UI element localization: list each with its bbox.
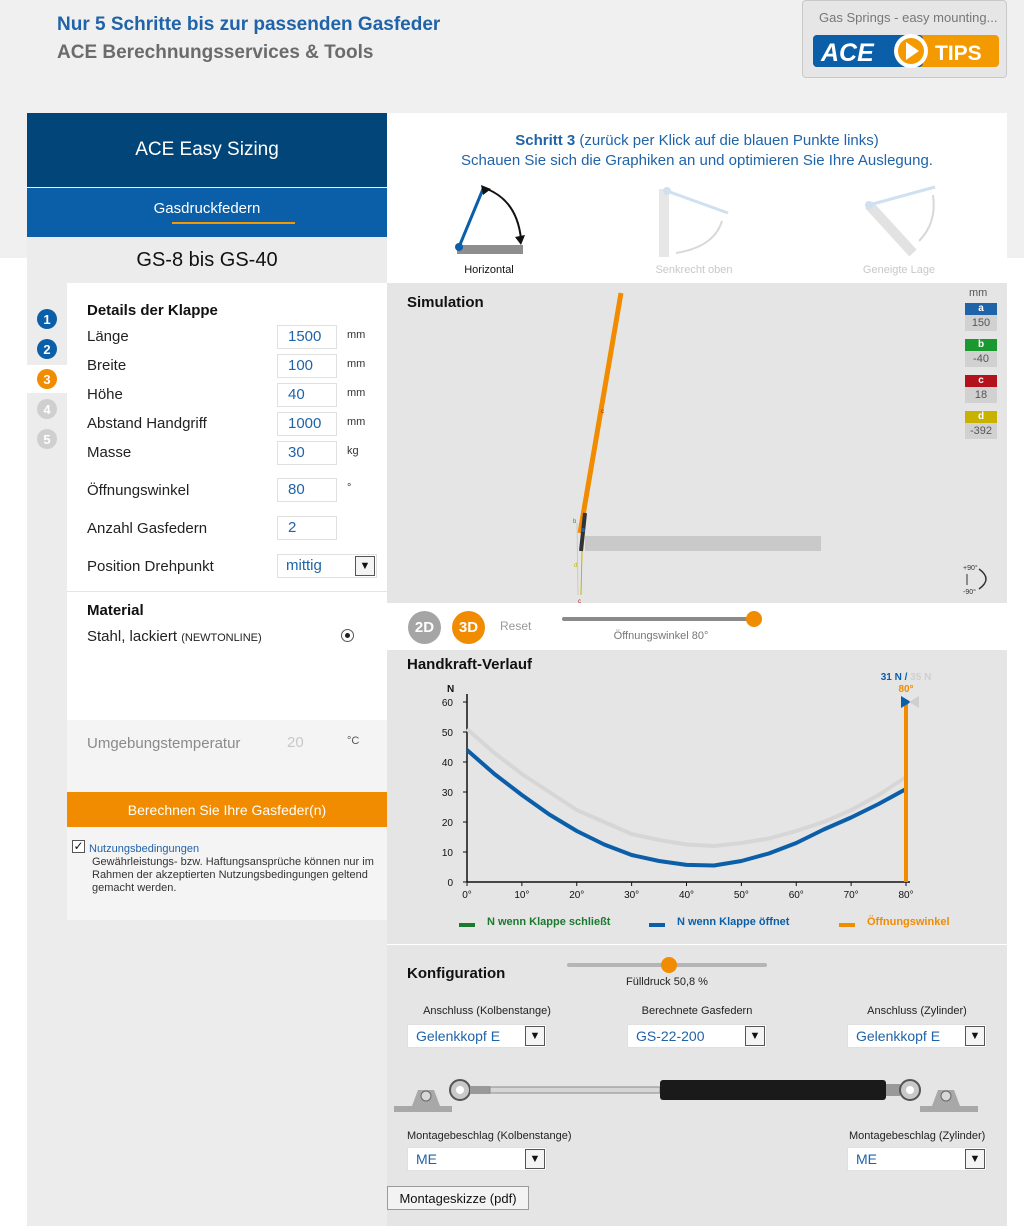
hoehe-input[interactable]: 40 — [277, 383, 337, 407]
mode-inclined-label[interactable]: Geneigte Lage — [862, 264, 936, 276]
badge-b-value: -40 — [965, 351, 997, 367]
legend-label-1: N wenn Klappe öffnet — [677, 916, 790, 928]
angle-slider-track[interactable] — [562, 617, 754, 621]
legend-swatch-2 — [839, 923, 855, 927]
field-label-anzahl-gasfedern: Anzahl Gasfedern — [87, 520, 208, 537]
x-tick-label: 20° — [569, 890, 585, 901]
x-tick-label: 10° — [514, 890, 530, 901]
rotate-view-icon[interactable] — [961, 561, 1001, 597]
mode-horizontal-icon[interactable] — [447, 183, 537, 259]
legend-swatch-0 — [459, 923, 475, 927]
angle-plus-label: +90° — [963, 565, 978, 572]
label-anschluss-kolbenstange: Anschluss (Kolbenstange) — [423, 1005, 551, 1017]
series-line-1 — [467, 750, 906, 866]
y-tick-label: 10 — [441, 848, 453, 859]
y-tick-label: 40 — [441, 758, 453, 769]
y-tick-label: 30 — [441, 788, 453, 799]
x-tick-label: 50° — [733, 890, 749, 901]
simulation-drawing[interactable] — [387, 283, 947, 603]
terms-text: Gewährleistungs- bzw. Haftungsansprüche können nur im Rahmen der akzeptierten Nutzungsbedingungen geltend gemacht werden. — [92, 856, 374, 894]
x-tick-label: 30° — [624, 890, 640, 901]
terms-area — [67, 827, 387, 920]
label-berechnete-gasfedern: Berechnete Gasfedern — [641, 1005, 753, 1017]
montage-kolbenstange-value: ME — [416, 1151, 437, 1167]
laenge-input[interactable]: 1500 — [277, 325, 337, 349]
step-4-dot: 4 — [37, 399, 57, 419]
x-tick-label: 60° — [788, 890, 804, 901]
step-number: Schritt 3 — [515, 132, 576, 149]
gasfeder-value: GS-22-200 — [636, 1028, 705, 1044]
step-title — [387, 132, 1007, 149]
field-label-masse: Masse — [87, 444, 132, 461]
tab-underline — [172, 222, 295, 224]
legend-swatch-1 — [649, 923, 665, 927]
configuration-panel — [387, 945, 1007, 1226]
label-anschluss-zylinder: Anschluss (Zylinder) — [867, 1005, 967, 1017]
step-2-dot[interactable]: 2 — [37, 339, 57, 359]
sim-unit: mm — [969, 287, 988, 299]
ace-tips-logo — [813, 31, 999, 71]
material-radio[interactable] — [341, 629, 354, 642]
marker-angle-label: 80° — [898, 684, 914, 695]
position-drehpunkt-value: mittig — [286, 557, 322, 574]
chevron-down-icon[interactable]: ▼ — [965, 1149, 985, 1169]
step-1-dot[interactable]: 1 — [37, 309, 57, 329]
chevron-down-icon[interactable]: ▼ — [525, 1149, 545, 1169]
step-instruction: Schauen Sie sich die Graphiken an und optimieren Sie Ihre Auslegung. — [461, 152, 933, 169]
svg-text:b: b — [573, 519, 577, 525]
gas-spring-cylinder — [660, 1080, 886, 1100]
legend-label-2: Öffnungswinkel — [867, 916, 950, 928]
details-title: Details der Klappe — [87, 302, 218, 319]
hoehe-unit: mm — [347, 387, 366, 399]
view-controls — [387, 603, 1007, 650]
step-5-dot: 5 — [37, 429, 57, 449]
gas-spring-illustration — [392, 1070, 984, 1120]
simulation-title: Simulation — [407, 294, 484, 311]
svg-text:c: c — [601, 409, 604, 415]
field-label-hoehe: Höhe — [87, 386, 123, 403]
field-label-position-drehpunkt: Position Drehpunkt — [87, 558, 214, 575]
montage-zylinder-select[interactable] — [847, 1147, 987, 1171]
label-montage-kolbenstange: Montagebeschlag (Kolbenstange) — [407, 1130, 572, 1142]
material-option-note: (NEWTONLINE) — [181, 632, 262, 644]
angle-slider-label: Öffnungswinkel 80° — [613, 630, 709, 642]
tab-gasdruckfedern[interactable] — [27, 188, 387, 237]
view-2d-button[interactable]: 2D — [408, 611, 441, 644]
svg-text:d: d — [574, 563, 578, 569]
handkraft-chart — [387, 650, 1007, 944]
ace-tips-banner[interactable] — [802, 0, 1007, 78]
handkraft-panel — [387, 650, 1007, 944]
badge-a-value: 150 — [965, 315, 997, 331]
fill-slider-label: Fülldruck 50,8 % — [626, 976, 708, 988]
marker-force-label: 31 N / 35 N — [880, 672, 932, 683]
x-tick-label: 70° — [843, 890, 859, 901]
y-tick-label: 50 — [441, 728, 453, 739]
logo-ace-text: ACE — [821, 39, 874, 67]
badge-a: a — [965, 303, 997, 315]
legend-label-0: N wenn Klappe schließt — [487, 916, 611, 928]
tab-label: Gasdruckfedern — [153, 200, 261, 217]
mode-vertical-label[interactable]: Senkrecht oben — [655, 264, 733, 276]
chevron-down-icon[interactable]: ▼ — [965, 1026, 985, 1046]
montage-zylinder-value: ME — [856, 1151, 877, 1167]
step-header — [387, 113, 1007, 283]
gasfeder-select[interactable] — [627, 1024, 767, 1048]
laenge-unit: mm — [347, 329, 366, 341]
anschluss-kolbenstange-select[interactable] — [407, 1024, 547, 1048]
abstand-handgriff-unit: mm — [347, 416, 366, 428]
anschluss-kolbenstange-value: Gelenkkopf E — [416, 1028, 501, 1044]
svg-text:c: c — [578, 599, 581, 603]
field-label-oeffnungswinkel: Öffnungswinkel — [87, 482, 190, 499]
logo-tips-text: TIPS — [935, 42, 982, 65]
badge-b: b — [965, 339, 997, 351]
material-option-label: Stahl, lackiert — [87, 628, 178, 645]
page-title: Nur 5 Schritte bis zur passenden Gasfeder — [57, 14, 441, 35]
masse-input[interactable]: 30 — [277, 441, 337, 465]
x-tick-label: 80° — [898, 890, 914, 901]
easy-sizing-title: ACE Easy Sizing — [27, 113, 387, 187]
x-tick-label: 0° — [462, 890, 472, 901]
masse-unit: kg — [347, 445, 359, 457]
chevron-down-icon[interactable]: ▼ — [525, 1026, 545, 1046]
x-tick-label: 40° — [678, 890, 695, 901]
fill-slider-thumb[interactable] — [661, 957, 677, 973]
breite-unit: mm — [347, 358, 366, 370]
angle-slider-thumb[interactable] — [746, 611, 762, 627]
badge-c: c — [965, 375, 997, 387]
terms-checkbox[interactable]: ✓ — [73, 839, 84, 853]
terms-link[interactable]: Nutzungsbedingungen — [89, 843, 200, 855]
tips-text: Gas Springs - easy mounting... — [819, 10, 998, 25]
montageskizze-pdf-button[interactable]: Montageskizze (pdf) — [387, 1186, 529, 1210]
badge-d-value: -392 — [965, 423, 997, 439]
montage-kolbenstange-select[interactable] — [407, 1147, 547, 1171]
view-3d-button[interactable]: 3D — [452, 611, 485, 644]
abstand-handgriff-input[interactable]: 1000 — [277, 412, 337, 436]
temperature-area — [67, 720, 387, 792]
anschluss-zylinder-value: Gelenkkopf E — [856, 1028, 941, 1044]
y-tick-label: 0 — [447, 878, 453, 889]
series-line-0 — [467, 729, 906, 846]
position-drehpunkt-select[interactable] — [277, 554, 377, 578]
divider — [67, 591, 387, 592]
mode-vertical-icon[interactable] — [652, 185, 742, 261]
page-subtitle: ACE Berechnungsservices & Tools — [57, 42, 374, 63]
model-range: GS-8 bis GS-40 — [27, 237, 387, 283]
breite-input[interactable]: 100 — [277, 354, 337, 378]
mode-inclined-icon[interactable] — [857, 183, 947, 259]
step-hint: (zurück per Klick auf die blauen Punkte links) — [575, 132, 879, 149]
y-tick-label: 20 — [441, 818, 453, 829]
temp-input[interactable]: 20 — [287, 734, 304, 751]
field-label-laenge: Länge — [87, 328, 129, 345]
anschluss-zylinder-select[interactable] — [847, 1024, 987, 1048]
marker-arrow-left-icon — [909, 696, 919, 708]
label-montage-zylinder: Montagebeschlag (Zylinder) — [849, 1130, 986, 1142]
step-indicator — [27, 283, 67, 1226]
mode-horizontal-label[interactable]: Horizontal — [464, 264, 514, 276]
angle-minus-label: -90° — [963, 589, 976, 596]
calculate-button[interactable]: Berechnen Sie Ihre Gasfeder(n) — [67, 792, 387, 827]
chevron-down-icon[interactable]: ▼ — [355, 556, 375, 576]
badge-c-value: 18 — [965, 387, 997, 403]
field-label-breite: Breite — [87, 357, 127, 374]
y-tick-label: 60 — [441, 698, 453, 709]
oeffnungswinkel-unit: ° — [347, 482, 352, 494]
material-title: Material — [87, 602, 144, 619]
badge-d: d — [965, 411, 997, 423]
temp-unit: °C — [347, 735, 360, 747]
temp-label: Umgebungstemperatur — [87, 735, 241, 752]
oeffnungswinkel-input[interactable]: 80 — [277, 478, 337, 502]
chevron-down-icon[interactable]: ▼ — [745, 1026, 765, 1046]
field-label-abstand-handgriff: Abstand Handgriff — [87, 415, 207, 432]
y-axis-label: N — [447, 684, 455, 695]
material-option[interactable] — [87, 628, 262, 645]
handkraft-title: Handkraft-Verlauf — [407, 656, 533, 673]
configuration-title: Konfiguration — [407, 965, 506, 982]
left-filler — [67, 920, 387, 1226]
reset-link[interactable]: Reset — [500, 619, 532, 633]
simulation-panel — [387, 283, 1007, 603]
anzahl-gasfedern-input[interactable]: 2 — [277, 516, 337, 540]
step-3-dot[interactable]: 3 — [37, 369, 57, 389]
